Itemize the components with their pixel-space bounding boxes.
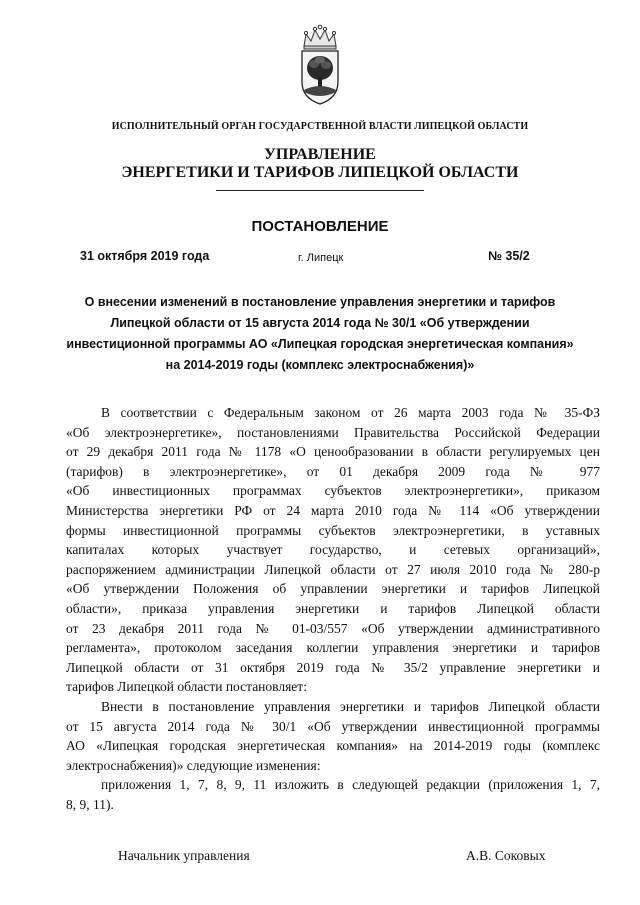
document-body xyxy=(66,403,600,814)
body-line: от 15 августа 2014 года № 30/1 «Об утверждении инвестиционной программы xyxy=(66,718,600,734)
body-line: АО «Липецкая городская энергетическая компания» на 2014-2019 годы (комплекс xyxy=(66,738,600,754)
body-line: электроснабжения)» следующие изменения: xyxy=(66,757,321,773)
body-line: распоряжением администрации Липецкой области от 27 июля 2010 года № 280-р xyxy=(66,561,600,577)
header-divider xyxy=(216,190,424,191)
body-line: от 29 декабря 2011 года № 1178 «О ценообразовании в области регулируемых цен xyxy=(66,444,600,460)
department-title-line1: УПРАВЛЕНИЕ xyxy=(264,146,376,163)
document-number: № 35/2 xyxy=(488,249,530,263)
body-line: В соответствии с Федеральным законом от 26 марта 2003 года № 35-ФЗ xyxy=(101,405,600,420)
body-line: (тарифов) в электроэнергетике», от 01 декабря 2009 года № 977 xyxy=(66,463,600,479)
body-line: Липецкой области от 31 октября 2019 года № 35/2 управление энергетики и xyxy=(66,659,600,675)
body-line: Внести в постановление управления энергетики и тарифов Липецкой области xyxy=(101,698,600,714)
organization-name: ИСПОЛНИТЕЛЬНЫЙ ОРГАН ГОСУДАРСТВЕННОЙ ВЛАСТИ ЛИПЕЦКОЙ ОБЛАСТИ xyxy=(111,121,529,132)
subject-line: инвестиционной программы АО «Липецкая городская энергетическая компания» xyxy=(66,337,574,351)
body-line: «Об утверждении Положения об управлении энергетики и тарифов Липецкой xyxy=(66,581,600,597)
lipetsk-coat-of-arms-icon xyxy=(296,24,344,106)
subject-line: Липецкой области от 15 августа 2014 года № 30/1 «Об утверждении xyxy=(110,316,530,330)
body-line: приложения 1, 7, 8, 9, 11 изложить в следующей редакции (приложения 1, 7, xyxy=(101,777,600,793)
body-line: регламента», протоколом заседания коллегии управления энергетики и тарифов xyxy=(66,640,600,656)
body-line: капиталах которых участвует государство, и сетевых организаций», xyxy=(66,542,600,558)
body-line: 8, 9, 11). xyxy=(66,796,114,812)
body-line: «Об электроэнергетике», постановлениями Правительства Российской Федерации xyxy=(66,424,600,440)
body-line: «Об инвестиционных программах субъектов электроэнергетики», приказом xyxy=(66,483,600,499)
signatory-title: Начальник управления xyxy=(118,848,250,863)
subject-line: на 2014-2019 годы (комплекс электроснабжения)» xyxy=(165,358,475,372)
body-line: области», приказа управления энергетики и тарифов Липецкой области xyxy=(66,600,600,616)
body-line: Министерства энергетики РФ от 24 марта 2010 года № 114 «Об утверждении xyxy=(66,502,600,518)
body-line: от 23 декабря 2011 года № 01-03/557 «Об утверждении административного xyxy=(66,620,600,636)
document-date: 31 октября 2019 года xyxy=(80,249,210,263)
document-subject xyxy=(60,292,580,376)
signatory-name: А.В. Соковых xyxy=(466,848,546,863)
department-title-line2: ЭНЕРГЕТИКИ И ТАРИФОВ ЛИПЕЦКОЙ ОБЛАСТИ xyxy=(121,164,519,181)
body-line: тарифов Липецкой области постановляет: xyxy=(66,679,307,695)
document-city: г. Липецк xyxy=(298,252,344,264)
document-type: ПОСТАНОВЛЕНИЕ xyxy=(251,218,389,235)
body-line: формы инвестиционной программы субъектов электроэнергетики, в уставных xyxy=(66,522,600,538)
subject-line: О внесении изменений в постановление управления энергетики и тарифов xyxy=(84,295,556,309)
